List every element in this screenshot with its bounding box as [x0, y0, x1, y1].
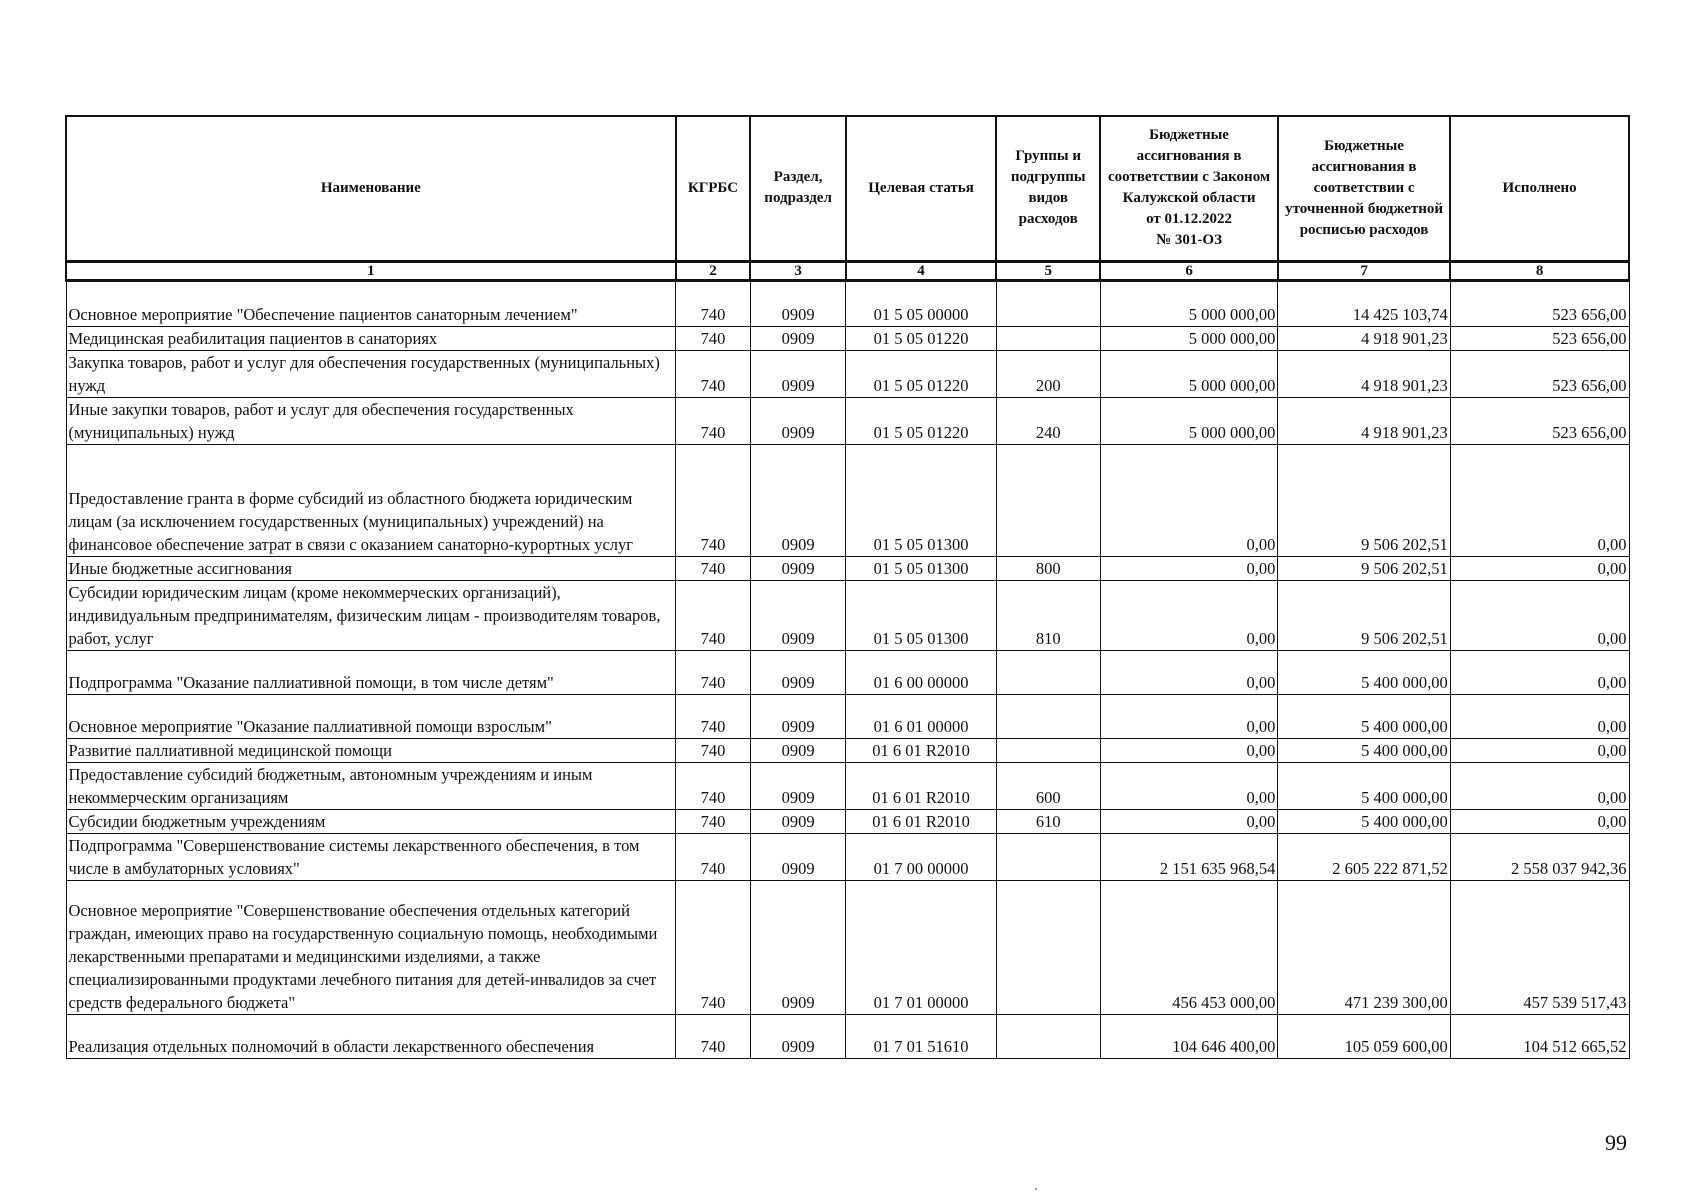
table-cell-expense-group — [996, 650, 1100, 694]
table-header — [66, 116, 1629, 280]
header-law-line-2: от 01.12.2022 — [1146, 211, 1233, 228]
table-cell-executed: 523 656,00 — [1450, 326, 1629, 350]
table-cell-refined-allocation: 2 605 222 871,52 — [1278, 833, 1450, 880]
table-cell-kgrbs: 740 — [676, 556, 751, 580]
table-cell-target-article: 01 5 05 01220 — [846, 326, 996, 350]
table-cell-razdel: 0909 — [750, 397, 846, 444]
table-cell-refined-allocation: 471 239 300,00 — [1278, 880, 1450, 1014]
table-cell-kgrbs: 740 — [676, 350, 751, 397]
table-cell-name: Субсидии юридическим лицам (кроме некоммерческих организаций), индивидуальным предпринимателям, физическим лицам - производителям товаров, работ, услуг — [66, 580, 676, 650]
table-cell-kgrbs: 740 — [676, 833, 751, 880]
table-row — [66, 397, 1629, 444]
table-cell-razdel: 0909 — [750, 880, 846, 1014]
table-cell-name: Подпрограмма "Оказание паллиативной помощи, в том числе детям" — [66, 650, 676, 694]
table-cell-kgrbs: 740 — [676, 580, 751, 650]
table-row — [66, 694, 1629, 738]
column-number-row — [66, 261, 1629, 280]
table-cell-razdel: 0909 — [750, 833, 846, 880]
column-number: 6 — [1100, 261, 1278, 280]
table-cell-expense-group: 800 — [996, 556, 1100, 580]
table-cell-refined-allocation: 5 400 000,00 — [1278, 738, 1450, 762]
header-name: Наименование — [66, 116, 676, 261]
table-row — [66, 762, 1629, 809]
table-cell-refined-allocation: 4 918 901,23 — [1278, 397, 1450, 444]
table-cell-razdel: 0909 — [750, 580, 846, 650]
table-cell-kgrbs: 740 — [676, 762, 751, 809]
scan-speck — [1035, 1188, 1037, 1190]
table-cell-name: Реализация отдельных полномочий в области лекарственного обеспечения — [66, 1014, 676, 1058]
table-row — [66, 556, 1629, 580]
table-cell-razdel: 0909 — [750, 650, 846, 694]
table-cell-law-allocation: 5 000 000,00 — [1100, 326, 1278, 350]
table-cell-law-allocation: 0,00 — [1100, 809, 1278, 833]
table-cell-target-article: 01 6 01 00000 — [846, 694, 996, 738]
table-cell-target-article: 01 7 00 00000 — [846, 833, 996, 880]
table-cell-executed: 0,00 — [1450, 556, 1629, 580]
column-number: 5 — [996, 261, 1100, 280]
table-cell-kgrbs: 740 — [676, 650, 751, 694]
header-refined-allocations: Бюджетные ассигнования в соответствии с уточненной бюджетной росписью расходов — [1278, 116, 1450, 261]
table-cell-refined-allocation: 9 506 202,51 — [1278, 556, 1450, 580]
table-cell-razdel: 0909 — [750, 738, 846, 762]
table-row — [66, 280, 1629, 326]
table-cell-executed: 0,00 — [1450, 738, 1629, 762]
table-cell-refined-allocation: 4 918 901,23 — [1278, 350, 1450, 397]
column-number: 7 — [1278, 261, 1450, 280]
table-cell-razdel: 0909 — [750, 350, 846, 397]
table-cell-law-allocation: 456 453 000,00 — [1100, 880, 1278, 1014]
table-cell-expense-group — [996, 880, 1100, 1014]
table-cell-target-article: 01 7 01 00000 — [846, 880, 996, 1014]
table-cell-refined-allocation: 5 400 000,00 — [1278, 650, 1450, 694]
table-cell-target-article: 01 5 05 00000 — [846, 280, 996, 326]
table-cell-refined-allocation: 9 506 202,51 — [1278, 580, 1450, 650]
header-row — [66, 116, 1629, 261]
table-cell-name: Субсидии бюджетным учреждениям — [66, 809, 676, 833]
table-cell-refined-allocation: 4 918 901,23 — [1278, 326, 1450, 350]
table-cell-kgrbs: 740 — [676, 280, 751, 326]
table-row — [66, 809, 1629, 833]
table-cell-expense-group — [996, 694, 1100, 738]
table-cell-razdel: 0909 — [750, 809, 846, 833]
table-cell-executed: 523 656,00 — [1450, 397, 1629, 444]
table-cell-law-allocation: 5 000 000,00 — [1100, 280, 1278, 326]
table-row — [66, 444, 1629, 556]
column-number: 3 — [750, 261, 846, 280]
header-law-allocations — [1100, 116, 1278, 261]
table-cell-law-allocation: 5 000 000,00 — [1100, 397, 1278, 444]
table-cell-expense-group — [996, 833, 1100, 880]
table-cell-expense-group: 600 — [996, 762, 1100, 809]
page-number: 99 — [1605, 1130, 1627, 1155]
table-cell-refined-allocation: 5 400 000,00 — [1278, 809, 1450, 833]
table-cell-law-allocation: 2 151 635 968,54 — [1100, 833, 1278, 880]
table-row — [66, 350, 1629, 397]
table-row — [66, 738, 1629, 762]
table-cell-name: Закупка товаров, работ и услуг для обеспечения государственных (муниципальных) нужд — [66, 350, 676, 397]
table-cell-name: Развитие паллиативной медицинской помощи — [66, 738, 676, 762]
table-cell-expense-group — [996, 326, 1100, 350]
table-cell-kgrbs: 740 — [676, 738, 751, 762]
table-cell-razdel: 0909 — [750, 694, 846, 738]
table-cell-razdel: 0909 — [750, 762, 846, 809]
table-cell-law-allocation: 0,00 — [1100, 694, 1278, 738]
table-cell-razdel: 0909 — [750, 556, 846, 580]
header-law-line-3: № 301-ОЗ — [1156, 232, 1223, 249]
table-cell-expense-group: 610 — [996, 809, 1100, 833]
table-cell-expense-group — [996, 738, 1100, 762]
table-cell-executed: 0,00 — [1450, 444, 1629, 556]
table-cell-expense-group: 240 — [996, 397, 1100, 444]
table-cell-executed: 104 512 665,52 — [1450, 1014, 1629, 1058]
table-cell-kgrbs: 740 — [676, 326, 751, 350]
table-cell-razdel: 0909 — [750, 444, 846, 556]
table-cell-refined-allocation: 5 400 000,00 — [1278, 694, 1450, 738]
header-target-article: Целевая статья — [846, 116, 996, 261]
table-cell-executed: 0,00 — [1450, 650, 1629, 694]
table-cell-kgrbs: 740 — [676, 694, 751, 738]
table-cell-target-article: 01 5 05 01300 — [846, 444, 996, 556]
column-number: 8 — [1450, 261, 1629, 280]
table-cell-target-article: 01 6 01 R2010 — [846, 809, 996, 833]
header-kgrbs: КГРБС — [676, 116, 751, 261]
table-cell-target-article: 01 6 01 R2010 — [846, 762, 996, 809]
table-cell-executed: 0,00 — [1450, 694, 1629, 738]
table-cell-target-article: 01 6 00 00000 — [846, 650, 996, 694]
table-cell-name: Предоставление гранта в форме субсидий из областного бюджета юридическим лицам (за исключением государственных (муниципальных) учреждений) на финансовое обеспечение затрат в связи с оказанием санаторно-курортных услуг — [66, 444, 676, 556]
table-cell-expense-group — [996, 1014, 1100, 1058]
table-cell-target-article: 01 5 05 01220 — [846, 350, 996, 397]
table-cell-law-allocation: 0,00 — [1100, 556, 1278, 580]
table-cell-name: Иные бюджетные ассигнования — [66, 556, 676, 580]
table-cell-kgrbs: 740 — [676, 397, 751, 444]
table-cell-kgrbs: 740 — [676, 1014, 751, 1058]
column-number: 4 — [846, 261, 996, 280]
table-cell-target-article: 01 5 05 01300 — [846, 580, 996, 650]
table-cell-target-article: 01 5 05 01300 — [846, 556, 996, 580]
table-cell-target-article: 01 6 01 R2010 — [846, 738, 996, 762]
column-number: 2 — [676, 261, 751, 280]
table-cell-expense-group — [996, 444, 1100, 556]
table-cell-target-article: 01 5 05 01220 — [846, 397, 996, 444]
table-cell-refined-allocation: 9 506 202,51 — [1278, 444, 1450, 556]
table-cell-expense-group: 200 — [996, 350, 1100, 397]
table-cell-razdel: 0909 — [750, 326, 846, 350]
table-cell-executed: 457 539 517,43 — [1450, 880, 1629, 1014]
table-cell-razdel: 0909 — [750, 280, 846, 326]
table-cell-law-allocation: 0,00 — [1100, 650, 1278, 694]
table-cell-executed: 0,00 — [1450, 809, 1629, 833]
table-row — [66, 833, 1629, 880]
table-cell-executed: 0,00 — [1450, 762, 1629, 809]
table-row — [66, 1014, 1629, 1058]
table-cell-kgrbs: 740 — [676, 880, 751, 1014]
table-cell-executed: 523 656,00 — [1450, 350, 1629, 397]
table-cell-razdel: 0909 — [750, 1014, 846, 1058]
header-expense-groups: Группы и подгруппы видов расходов — [996, 116, 1100, 261]
table-cell-executed: 523 656,00 — [1450, 280, 1629, 326]
table-cell-law-allocation: 104 646 400,00 — [1100, 1014, 1278, 1058]
table-cell-kgrbs: 740 — [676, 809, 751, 833]
header-razdel: Раздел, подраздел — [750, 116, 846, 261]
table-row — [66, 326, 1629, 350]
budget-table — [65, 115, 1630, 1059]
table-body — [66, 280, 1629, 1058]
table-cell-law-allocation: 0,00 — [1100, 444, 1278, 556]
table-cell-executed: 2 558 037 942,36 — [1450, 833, 1629, 880]
table-cell-refined-allocation: 105 059 600,00 — [1278, 1014, 1450, 1058]
table-cell-name: Основное мероприятие "Совершенствование обеспечения отдельных категорий граждан, имеющих право на государственную социальную помощь, необходимыми лекарственными препаратами и медицинскими изделиями, а также специализированными продуктами лечебного питания для детей-инвалидов за счет средств федерального бюджета" — [66, 880, 676, 1014]
table-cell-law-allocation: 0,00 — [1100, 580, 1278, 650]
table-cell-refined-allocation: 5 400 000,00 — [1278, 762, 1450, 809]
table-row — [66, 580, 1629, 650]
table-cell-kgrbs: 740 — [676, 444, 751, 556]
header-executed: Исполнено — [1450, 116, 1629, 261]
table-cell-refined-allocation: 14 425 103,74 — [1278, 280, 1450, 326]
table-cell-name: Медицинская реабилитация пациентов в санаториях — [66, 326, 676, 350]
table-cell-target-article: 01 7 01 51610 — [846, 1014, 996, 1058]
table-cell-name: Иные закупки товаров, работ и услуг для обеспечения государственных (муниципальных) нужд — [66, 397, 676, 444]
column-number: 1 — [66, 261, 676, 280]
table-cell-law-allocation: 0,00 — [1100, 738, 1278, 762]
table-row — [66, 650, 1629, 694]
table-cell-law-allocation: 5 000 000,00 — [1100, 350, 1278, 397]
table-cell-law-allocation: 0,00 — [1100, 762, 1278, 809]
table-cell-expense-group: 810 — [996, 580, 1100, 650]
table-cell-name: Предоставление субсидий бюджетным, автономным учреждениям и иным некоммерческим организациям — [66, 762, 676, 809]
table-cell-expense-group — [996, 280, 1100, 326]
table-cell-executed: 0,00 — [1450, 580, 1629, 650]
table-cell-name: Основное мероприятие "Оказание паллиативной помощи взрослым" — [66, 694, 676, 738]
table-cell-name: Основное мероприятие "Обеспечение пациентов санаторным лечением" — [66, 280, 676, 326]
table-cell-name: Подпрограмма "Совершенствование системы лекарственного обеспечения, в том числе в амбулаторных условиях" — [66, 833, 676, 880]
header-law-line-1: Бюджетные ассигнования в соответствии с Законом Калужской области — [1107, 127, 1271, 207]
table-row — [66, 880, 1629, 1014]
